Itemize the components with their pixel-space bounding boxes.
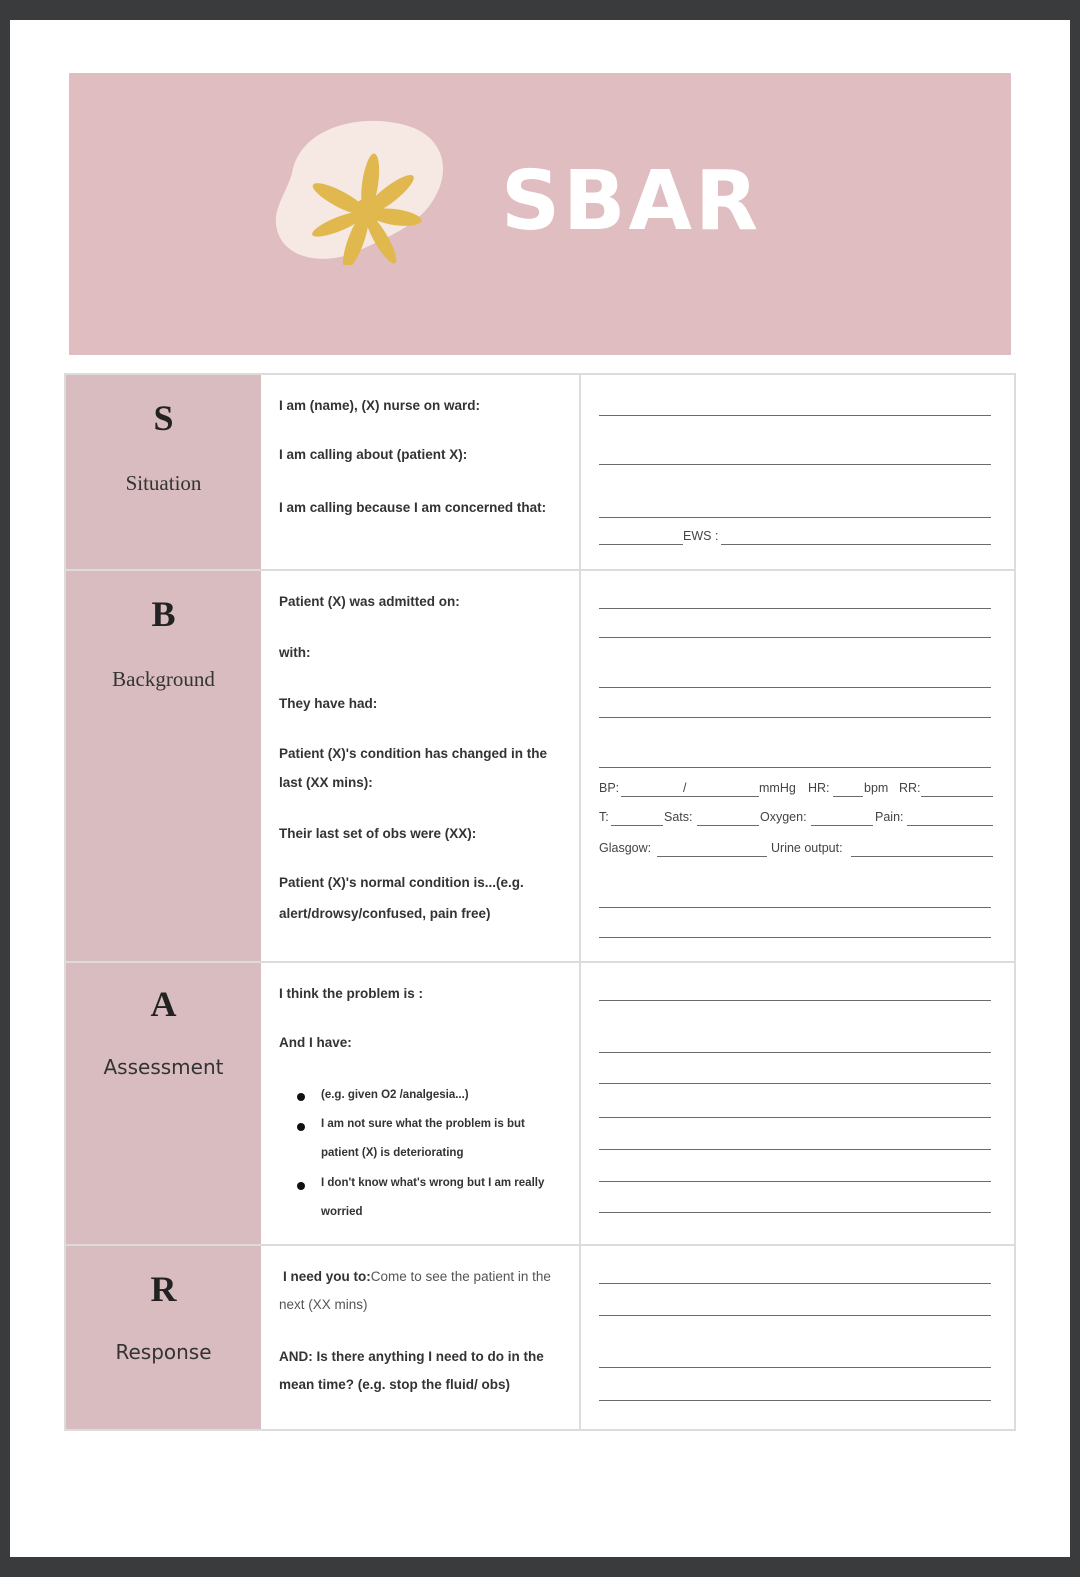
assessment-name: Assessment bbox=[103, 1055, 224, 1079]
answer-line[interactable] bbox=[599, 1181, 991, 1182]
assessment-prompts-cell bbox=[261, 963, 581, 1244]
background-prompt-normal: Patient (X)'s normal condition is...(e.g. bbox=[279, 875, 524, 890]
answer-line[interactable] bbox=[599, 687, 991, 688]
background-response-cell[interactable] bbox=[581, 571, 1014, 961]
response-response-cell[interactable] bbox=[581, 1246, 1014, 1429]
background-label-cell bbox=[66, 571, 261, 961]
response-name: Response bbox=[115, 1340, 212, 1364]
background-letter: B bbox=[151, 594, 176, 634]
response-prompt-1 bbox=[283, 1262, 567, 1292]
response-row bbox=[66, 1246, 1014, 1429]
background-prompts-cell bbox=[261, 571, 581, 961]
answer-line[interactable] bbox=[599, 415, 991, 416]
response-prompts-cell bbox=[261, 1246, 581, 1429]
situation-prompt-1: I am (name), (X) nurse on ward: bbox=[279, 398, 481, 413]
situation-name: Situation bbox=[125, 471, 202, 495]
sbar-table bbox=[64, 373, 1016, 1431]
bp-separator: / bbox=[683, 781, 687, 795]
bullet-icon bbox=[297, 1123, 305, 1131]
assessment-bullet-2: I am not sure what the problem is but bbox=[321, 1118, 525, 1130]
assessment-row bbox=[66, 963, 1014, 1246]
answer-line[interactable] bbox=[599, 1117, 991, 1118]
situation-prompt-3: I am calling because I am concerned that: bbox=[279, 500, 547, 515]
background-name: Background bbox=[112, 667, 215, 691]
response-prompt-1-line2-text: next (XX mins) bbox=[279, 1297, 368, 1312]
oxygen-label: Oxygen: bbox=[760, 810, 807, 824]
bullet-icon bbox=[297, 1093, 305, 1101]
background-prompt-obs: Their last set of obs were (XX): bbox=[279, 826, 477, 841]
background-row bbox=[66, 571, 1014, 963]
assessment-bullet-3: I don't know what's wrong but I am really bbox=[321, 1177, 545, 1189]
ews-label: EWS : bbox=[683, 529, 719, 543]
assessment-prompt-problem: I think the problem is : bbox=[279, 986, 424, 1001]
situation-prompt-2: I am calling about (patient X): bbox=[279, 447, 468, 462]
answer-line[interactable] bbox=[599, 464, 991, 465]
answer-line[interactable] bbox=[599, 717, 991, 718]
situation-label-cell bbox=[66, 375, 261, 569]
background-prompt-changed: Patient (X)'s condition has changed in the bbox=[279, 746, 547, 761]
urine-output-label: Urine output: bbox=[771, 841, 843, 855]
assessment-response-cell[interactable] bbox=[581, 963, 1014, 1244]
ews-field[interactable] bbox=[599, 529, 999, 549]
obs-row-glasgow-urine[interactable] bbox=[599, 841, 999, 861]
answer-line[interactable] bbox=[599, 637, 991, 638]
assessment-bullet-3-cont: worried bbox=[321, 1206, 363, 1218]
response-prompt-1-bold: I need you to: bbox=[283, 1269, 371, 1284]
pain-label: Pain: bbox=[875, 810, 904, 824]
answer-line[interactable] bbox=[599, 937, 991, 938]
answer-line[interactable] bbox=[599, 1367, 991, 1368]
assessment-bullet-1: (e.g. given O2 /analgesia...) bbox=[321, 1089, 469, 1101]
sats-label: Sats: bbox=[664, 810, 693, 824]
obs-row-temp-sats[interactable] bbox=[599, 810, 999, 830]
answer-line[interactable] bbox=[599, 1283, 991, 1284]
flower-logo-icon bbox=[270, 115, 450, 265]
answer-line[interactable] bbox=[599, 907, 991, 908]
situation-prompts-cell bbox=[261, 375, 581, 569]
document-page bbox=[10, 20, 1070, 1557]
response-prompt-2-line2: mean time? (e.g. stop the fluid/ obs) bbox=[279, 1377, 511, 1392]
background-prompt-changed-2: last (XX mins): bbox=[279, 775, 373, 790]
background-prompt-normal-2: alert/drowsy/confused, pain free) bbox=[279, 906, 491, 921]
situation-row bbox=[66, 375, 1014, 571]
answer-line[interactable] bbox=[599, 517, 991, 518]
assessment-bullet-2-cont: patient (X) is deteriorating bbox=[321, 1147, 464, 1159]
response-prompt-1-rest: Come to see the patient in the bbox=[370, 1269, 551, 1284]
response-prompt-1-line2 bbox=[279, 1290, 567, 1320]
bpm-label: bpm bbox=[864, 781, 889, 795]
rr-label: RR: bbox=[899, 781, 921, 795]
situation-response-cell[interactable] bbox=[581, 375, 1014, 569]
bp-label: BP: bbox=[599, 781, 620, 795]
header-banner bbox=[69, 73, 1011, 355]
assessment-label-cell bbox=[66, 963, 261, 1244]
answer-line[interactable] bbox=[599, 767, 991, 768]
response-letter: R bbox=[150, 1269, 177, 1309]
answer-line[interactable] bbox=[599, 1083, 991, 1084]
obs-row-bp-hr-rr[interactable] bbox=[599, 781, 999, 801]
response-label-cell bbox=[66, 1246, 261, 1429]
temp-label: T: bbox=[599, 810, 609, 824]
assessment-prompt-have: And I have: bbox=[279, 1035, 352, 1050]
background-prompt-with: with: bbox=[279, 645, 311, 660]
answer-line[interactable] bbox=[599, 1212, 991, 1213]
hr-label: HR: bbox=[808, 781, 830, 795]
glasgow-label: Glasgow: bbox=[599, 841, 652, 855]
document-title: SBAR bbox=[501, 154, 762, 249]
response-prompt-2: AND: Is there anything I need to do in the bbox=[279, 1349, 544, 1364]
mmhg-label: mmHg bbox=[759, 781, 796, 795]
answer-line[interactable] bbox=[599, 1400, 991, 1401]
bullet-icon bbox=[297, 1182, 305, 1190]
assessment-letter: A bbox=[150, 984, 177, 1024]
answer-line[interactable] bbox=[599, 608, 991, 609]
answer-line[interactable] bbox=[599, 1149, 991, 1150]
answer-line[interactable] bbox=[599, 1315, 991, 1316]
answer-line[interactable] bbox=[599, 1052, 991, 1053]
situation-letter: S bbox=[153, 398, 174, 438]
background-prompt-admitted: Patient (X) was admitted on: bbox=[279, 594, 460, 609]
background-prompt-had: They have had: bbox=[279, 696, 378, 711]
answer-line[interactable] bbox=[599, 1000, 991, 1001]
